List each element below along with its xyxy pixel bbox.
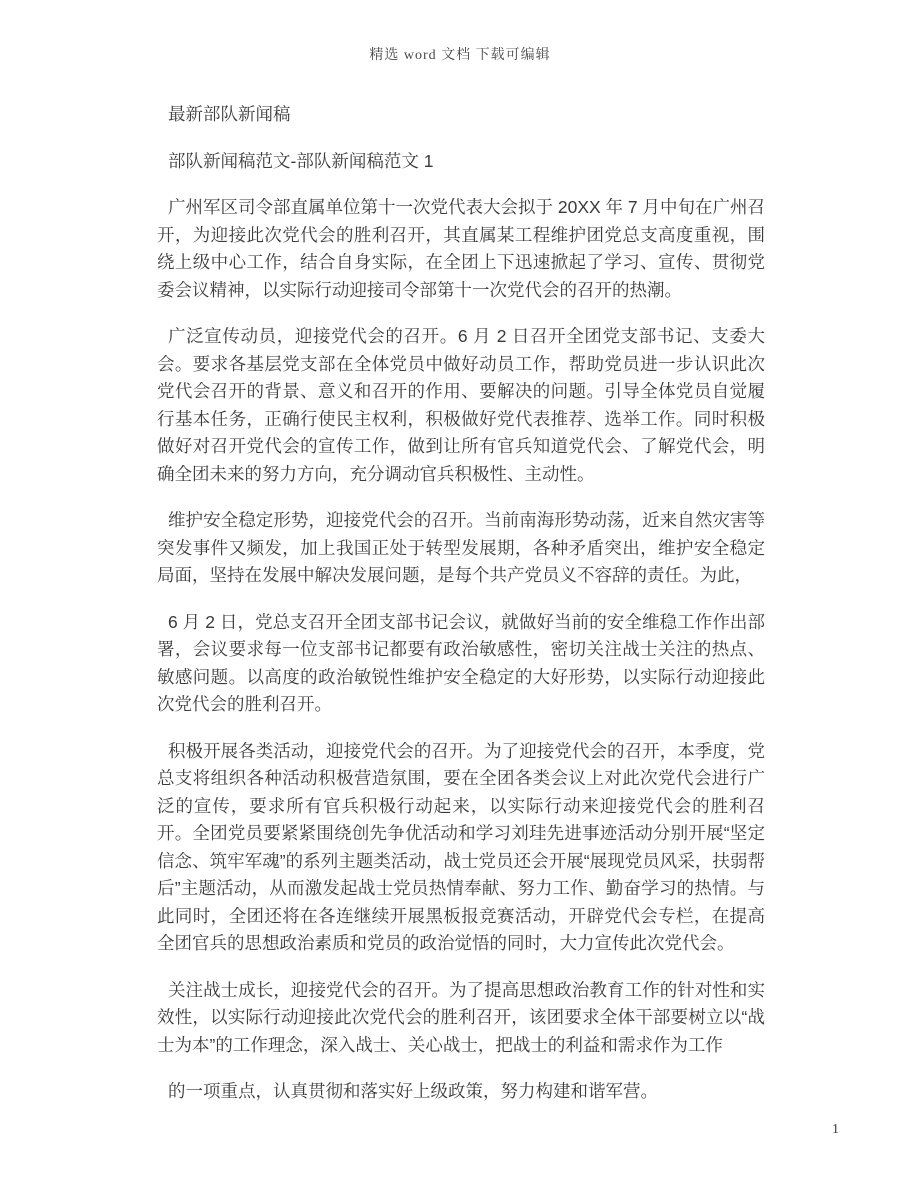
- paragraph-2: 广泛宣传动员，迎接党代会的召开。6 月 2 日召开全团党支部书记、支委大会。要求各基层党支部在全体党员中做好动员工作，帮助党员进一步认识此次党代会召开的背景、意义和召开的作用、要解决的问题。引导全体党员自觉履行基本任务，正确行使民主权利，积极做好党代表推荐、选举工作。同时积极做好对召开党代会的宣传工作，做到让所有官兵知道党代会、了解党代会，明确全团未来的努力方向，充分调动官兵积极性、主动性。: [157, 326, 765, 484]
- doc-subtitle: 部队新闻稿范文-部队新闻稿范文 1: [168, 150, 434, 171]
- paragraph-5: 积极开展各类活动，迎接党代会的召开。为了迎接党代会的召开，本季度，党总支将组织各种活动积极营造氛围，要在全团各类会议上对此次党代会进行广泛的宣传，要求所有官兵积极行动起来，以实际行动来迎接党代会的胜利召开。全团党员要紧紧围绕创先争优活动和学习刘珪先进事迹活动分别开展“坚定信念、筑牢军魂”的系列主题类活动，战士党员还会开展“展现党员风采，扶弱帮后”主题活动，从而激发起战士党员热情奉献、努力工作、勤奋学习的热情。与此同时，全团还将在各连继续开展黑板报竞赛活动，开辟党代会专栏，在提高全团官兵的思想政治素质和党员的政治觉悟的同时，大力宣传此次党代会。: [157, 740, 765, 953]
- page-number: 1: [832, 1122, 839, 1137]
- paragraph-4: 6 月 2 日，党总支召开全团支部书记会议，就做好当前的安全维稳工作作出部署，会议要求每一位支部书记都要有政治敏感性，密切关注战士关注的热点、敏感问题。以高度的政治敏锐性维护安全稳定的大好形势，以实际行动迎接此次党代会的胜利召开。: [157, 611, 765, 714]
- paragraph-3: 维护安全稳定形势，迎接党代会的召开。当前南海形势动荡，近来自然灾害等突发事件又频发，加上我国正处于转型发展期，各种矛盾突出，维护安全稳定局面，坚持在发展中解决发展问题，是每个共产党员义不容辞的责任。为此，: [157, 510, 765, 585]
- doc-title: 最新部队新闻稿: [168, 104, 291, 124]
- paragraph-1: 广州军区司令部直属单位第十一次党代表大会拟于 20XX 年 7 月中旬在广州召开，为迎接此次党代会的胜利召开，其直属某工程维护团党总支高度重视，围绕上级中心工作，结合自身实际，在全团上下迅速掀起了学习、宣传、贯彻党委会议精神，以实际行动迎接司令部第十一次党代会的召开的热潮。: [157, 197, 765, 300]
- header-watermark-text: 精选 word 文档 下载可编辑: [369, 48, 551, 63]
- document-header: [0, 44, 920, 64]
- paragraph-7: 的一项重点，认真贯彻和落实好上级政策，努力构建和谐军营。: [168, 1081, 658, 1101]
- document-body: [157, 101, 765, 1125]
- paragraph-6: 关注战士成长，迎接党代会的召开。为了提高思想政治教育工作的针对性和实效性，以实际行动迎接此次党代会的胜利召开，该团要求全体干部要树立以“战士为本”的工作理念，深入战士、关心战士，把战士的利益和需求作为工作: [157, 979, 765, 1055]
